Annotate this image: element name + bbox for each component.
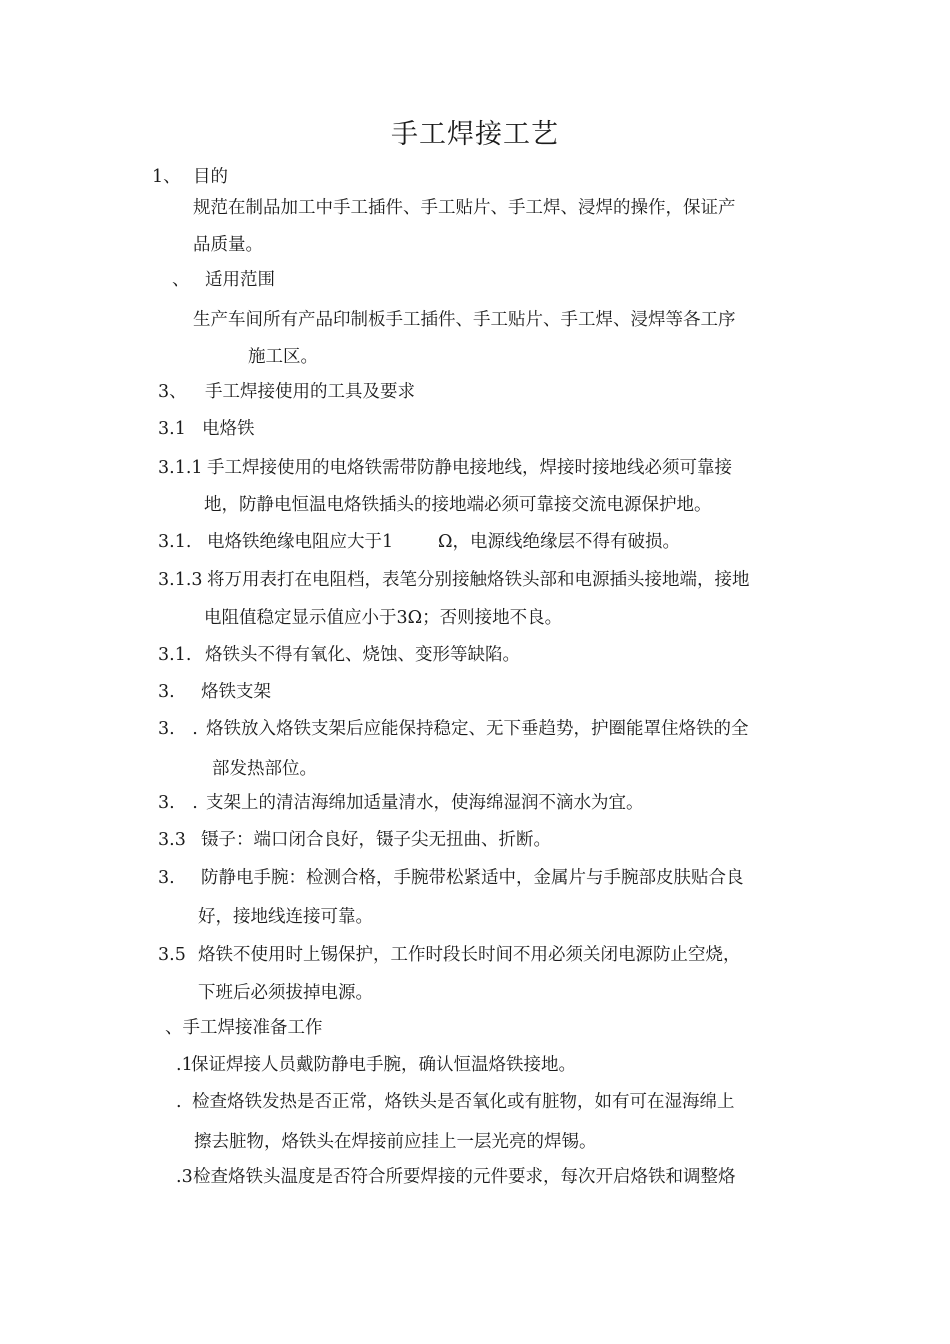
text-line-s321-num: 3. . <box>158 719 198 739</box>
text-line-s42-b: 擦去脏物，烙铁头在焊接前应挂上一层光亮的焊锡。 <box>194 1132 597 1152</box>
text-line-s32-num: 3. <box>158 682 175 702</box>
text-line-s314-num: 3.1. <box>158 645 192 665</box>
text-line-s1-p1: 规范在制品加工中手工插件、手工贴片、手工焊、浸焊的操作，保证产 <box>193 198 736 218</box>
text-line-s322-num: 3. . <box>158 793 198 813</box>
text-line-s313-a: 将万用表打在电阻档，表笔分别接触烙铁头部和电源插头接地端，接地 <box>207 570 750 590</box>
text-line-s313-b: 电阻值稳定显示值应小于3Ω；否则接地不良。 <box>204 608 563 628</box>
text-line-s1-p2: 品质量。 <box>193 235 263 255</box>
text-line-s33: 镊子：端口闭合良好，镊子尖无扭曲、折断。 <box>201 830 551 850</box>
text-line-s43-a: 检查烙铁头温度是否符合所要焊接的元件要求，每次开启烙铁和调整烙 <box>193 1167 736 1187</box>
text-line-s1-head-num: 1、 <box>152 167 181 187</box>
text-line-s311-a: 手工焊接使用的电烙铁需带防静电接地线，焊接时接地线必须可靠接 <box>207 458 732 478</box>
text-line-s314: 烙铁头不得有氧化、烧蚀、变形等缺陷。 <box>205 645 520 665</box>
text-line-s322: 支架上的清洁海绵加适量清水，使海绵湿润不滴水为宜。 <box>206 793 644 813</box>
text-line-s311-b: 地，防静电恒温电烙铁插头的接地端必须可靠接交流电源保护地。 <box>204 495 712 515</box>
text-line-s313-num: 3.1.3 <box>158 570 203 590</box>
text-line-s3-head-num: 3、 <box>158 382 187 402</box>
text-line-s35-b: 下班后必须拔掉电源。 <box>198 983 373 1003</box>
text-line-s43-num: .3 <box>176 1167 193 1187</box>
text-line-s31: 电烙铁 <box>202 419 255 439</box>
text-line-s42-num: . <box>176 1092 182 1112</box>
text-line-s321-a: 烙铁放入烙铁支架后应能保持稳定、无下垂趋势，护圈能罩住烙铁的全 <box>206 719 749 739</box>
text-line-s33-num: 3.3 <box>158 830 186 850</box>
text-line-s311-num: 3.1.1 <box>158 458 203 478</box>
text-line-s34-b: 好，接地线连接可靠。 <box>198 907 373 927</box>
text-line-s2-p1: 生产车间所有产品印制板手工插件、手工贴片、手工焊、浸焊等各工序 <box>193 310 736 330</box>
text-line-s34-a: 防静电手腕：检测合格，手腕带松紧适中，金属片与手腕部皮肤贴合良 <box>201 868 744 888</box>
text-line-s35-num: 3.5 <box>158 945 186 965</box>
text-line-s41: 保证焊接人员戴防静电手腕，确认恒温烙铁接地。 <box>191 1055 576 1075</box>
text-line-s42-a: 检查烙铁发热是否正常，烙铁头是否氧化或有脏物，如有可在湿海绵上 <box>192 1092 735 1112</box>
text-line-s312-a: 电烙铁绝缘电阻应大于1 <box>207 532 394 552</box>
text-line-s3-head: 手工焊接使用的工具及要求 <box>205 382 415 402</box>
text-line-s35-a: 烙铁不使用时上锡保护，工作时段长时间不用必须关闭电源防止空烧， <box>198 945 741 965</box>
text-line-s34-num: 3. <box>158 868 175 888</box>
text-line-s41-num: .1 <box>176 1055 193 1075</box>
text-line-s321-b: 部发热部位。 <box>212 759 317 779</box>
text-line-s312-b: Ω，电源线绝缘层不得有破损。 <box>438 532 681 552</box>
text-line-s312-num: 3.1. <box>158 532 192 552</box>
text-line-s2-head-num: 、 <box>172 270 190 290</box>
text-line-s1-head: 目的 <box>193 167 228 187</box>
text-line-s2-p2: 施工区。 <box>248 347 318 367</box>
text-line-s2-head: 适用范围 <box>205 270 275 290</box>
text-line-s4-head: 、手工焊接准备工作 <box>165 1018 323 1038</box>
document-title: 手工焊接工艺 <box>391 119 559 150</box>
text-line-s31-num: 3.1 <box>158 419 186 439</box>
text-line-s32: 烙铁支架 <box>201 682 271 702</box>
